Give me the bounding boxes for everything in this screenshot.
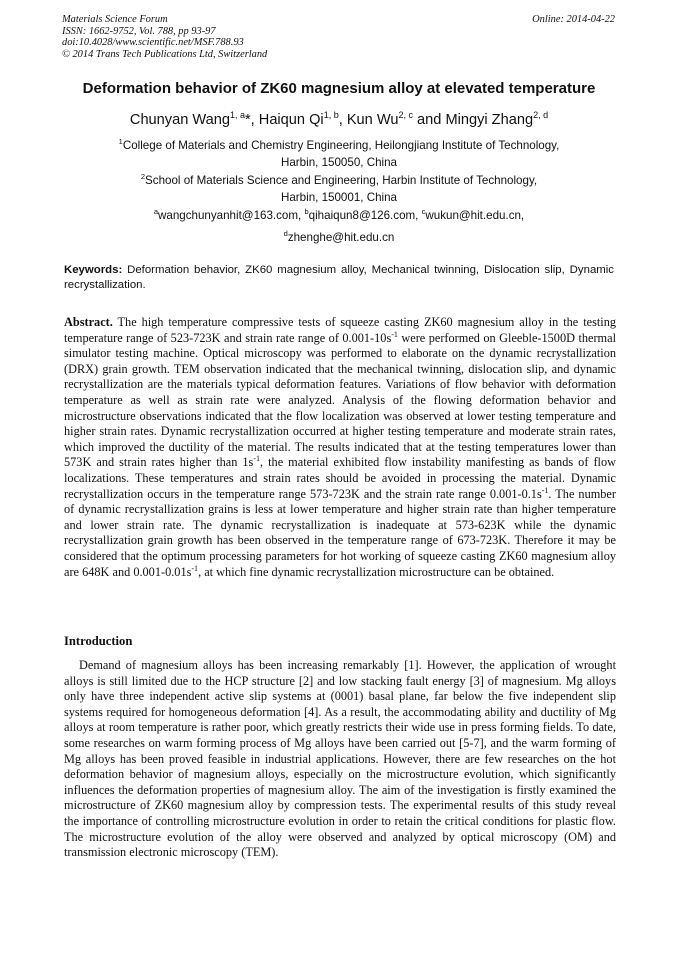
- keywords-label: Keywords:: [64, 264, 123, 276]
- affiliation-marker: 2: [140, 172, 146, 181]
- abstract-text: were performed on Gleeble-1500D thermal simulator testing machine. Optical microscopy was performed to elaborate on the dynamic recrystallization (DRX) grain growth. TEM observation indicated that the mechanical twinning, dislocation slip, and dynamic recrystallization are the materials typical deformation features. Variations of flow behavior with deformation temperature as well as strain rate were analyzed. Analysis of the flowing deformation behavior and microstructure observations indicated that the flow localization was observed at lower testing temperature and higher strain rates. Dynamic recrystallization occurred at higher testing temperature and moderate strain rates, which improved the ductility of the material. The results indicated that at the testing temperatures lower than 573K and strain rates higher than 1s: [64, 330, 616, 470]
- paper-title: Deformation behavior of ZK60 magnesium alloy at elevated temperature: [82, 80, 596, 97]
- affiliation-text: Harbin, 150001, China: [280, 190, 398, 204]
- journal-name: Materials Science Forum: [62, 14, 168, 25]
- author-list: [40, 111, 638, 129]
- author-emails: [40, 208, 638, 225]
- author-name: Kun Wu: [346, 112, 399, 128]
- abstract-text: . The number of dynamic recrystallization grains is less at lower temperature and higher strain rate than higher temperature and lower strain rate. The dynamic recrystallization is inadequate at 573-623K while the dynamic recrystallization grain growth has been observed in the temperature range of 673-723K. Therefore it may be considered that the optimum processing parameters for hot working of squeeze casting ZK60 magnesium alloy are 648K and 0.001-0.01s: [64, 486, 616, 579]
- affiliation-marker: 1: [118, 137, 123, 146]
- introduction-paragraph: Demand of magnesium alloys has been increasing remarkably [1]. However, the application of wrought alloys is still limited due to the HCP structure [2] and low stacking fault energy [3] of magnesium. Mg alloys only have three independent active slip systems at (0001) basal plane, far below the five independent slip systems required for homogeneous deformation [4]. As a result, the accommodating ability and ductility of Mg alloys at room temperature is rather poor, which greatly restricts their wide use in press forming fields. To date, some researches on warm forming process of Mg alloys have been carried out [5-7], and the warm forming of Mg alloys has been proved feasible in industrial applications. However, there are few researches on the hot deformation behavior of magnesium alloys, especially on the microstructure evolution, which significantly influences the deformation properties of magnesium alloy. The aim of the investigation is firstly examined the microstructure of ZK60 magnesium alloy by compression tests. The experimental results of this study reveal the importance of controlling microstructure evolution in order to retain the critical conditions for plastic flow. The microstructure evolution of the alloy were observed and analyzed by optical microscopy (OM) and transmission electronic microscopy (TEM).: [64, 658, 616, 860]
- exponent: -1: [253, 454, 261, 464]
- author-name: Chunyan Wang: [129, 112, 230, 128]
- author-separator: ,: [250, 112, 259, 128]
- publication-info: [62, 14, 267, 60]
- author-affiliation-marker: 2, d: [533, 110, 549, 120]
- copyright: © 2014 Trans Tech Publications Ltd, Switzerland: [62, 48, 268, 60]
- abstract-label: Abstract.: [64, 315, 113, 329]
- corresponding-author-mark: *: [244, 112, 251, 128]
- email-marker: b: [304, 207, 309, 216]
- exponent: -1: [541, 485, 549, 495]
- abstract-text: , at which fine dynamic recrystallization microstructure can be obtained.: [198, 564, 555, 579]
- author-conjunction: and: [412, 112, 446, 128]
- exponent: -1: [191, 563, 199, 573]
- abstract-text: The high temperature compressive tests of squeeze casting ZK60 magnesium alloy in the testing temperature range of 523-723K and strain rate range of 0.001-10s: [64, 315, 616, 345]
- email-address: qihaiqun8@126.com,: [308, 209, 422, 222]
- email-address: wukun@hit.edu.cn,: [425, 209, 525, 222]
- email-address: zhenghe@hit.edu.cn: [287, 231, 395, 244]
- section-heading-introduction: Introduction: [64, 634, 133, 648]
- author-name: Haiqun Qi: [258, 112, 324, 128]
- author-affiliation-marker: 1, b: [323, 110, 339, 120]
- affiliation-text: School of Materials Science and Engineering, Harbin Institute of Technology,: [145, 174, 538, 187]
- affiliation-text: Harbin, 150050, China: [280, 155, 398, 169]
- author-name: Mingyi Zhang: [445, 112, 534, 128]
- issn-volume: ISSN: 1662-9752, Vol. 788, pp 93-97: [62, 25, 216, 37]
- email-marker: d: [283, 229, 288, 238]
- abstract: [64, 315, 616, 580]
- author-affiliation-marker: 1, a: [229, 110, 245, 120]
- email-marker: a: [153, 207, 158, 216]
- author-affiliation-marker: 2, c: [398, 110, 413, 120]
- author-emails: [40, 230, 638, 247]
- affiliation-2: [40, 173, 638, 206]
- email-marker: c: [421, 207, 426, 216]
- keywords-text: Deformation behavior, ZK60 magnesium alloy, Mechanical twinning, Dislocation slip, Dynamic recrystallization.: [64, 264, 614, 291]
- author-separator: ,: [338, 112, 347, 128]
- affiliation-1: [40, 138, 638, 171]
- doi: doi:10.4028/www.scientific.net/MSF.788.93: [62, 37, 244, 49]
- email-address: wangchunyanhit@163.com,: [158, 209, 305, 222]
- keywords: [64, 263, 614, 292]
- abstract-text: , the material exhibited flow instability manifesting as bands of flow localizations. These temperatures and strain rates should be avoided in processing the material. Dynamic recrystallization occurs in the temperature range 573-723K and the strain rate range 0.001-0.1s: [64, 455, 616, 501]
- affiliation-text: College of Materials and Chemistry Engineering, Heilongjiang Institute of Technology,: [122, 139, 560, 152]
- exponent: -1: [391, 329, 398, 339]
- online-date: Online: 2014-04-22: [532, 14, 615, 25]
